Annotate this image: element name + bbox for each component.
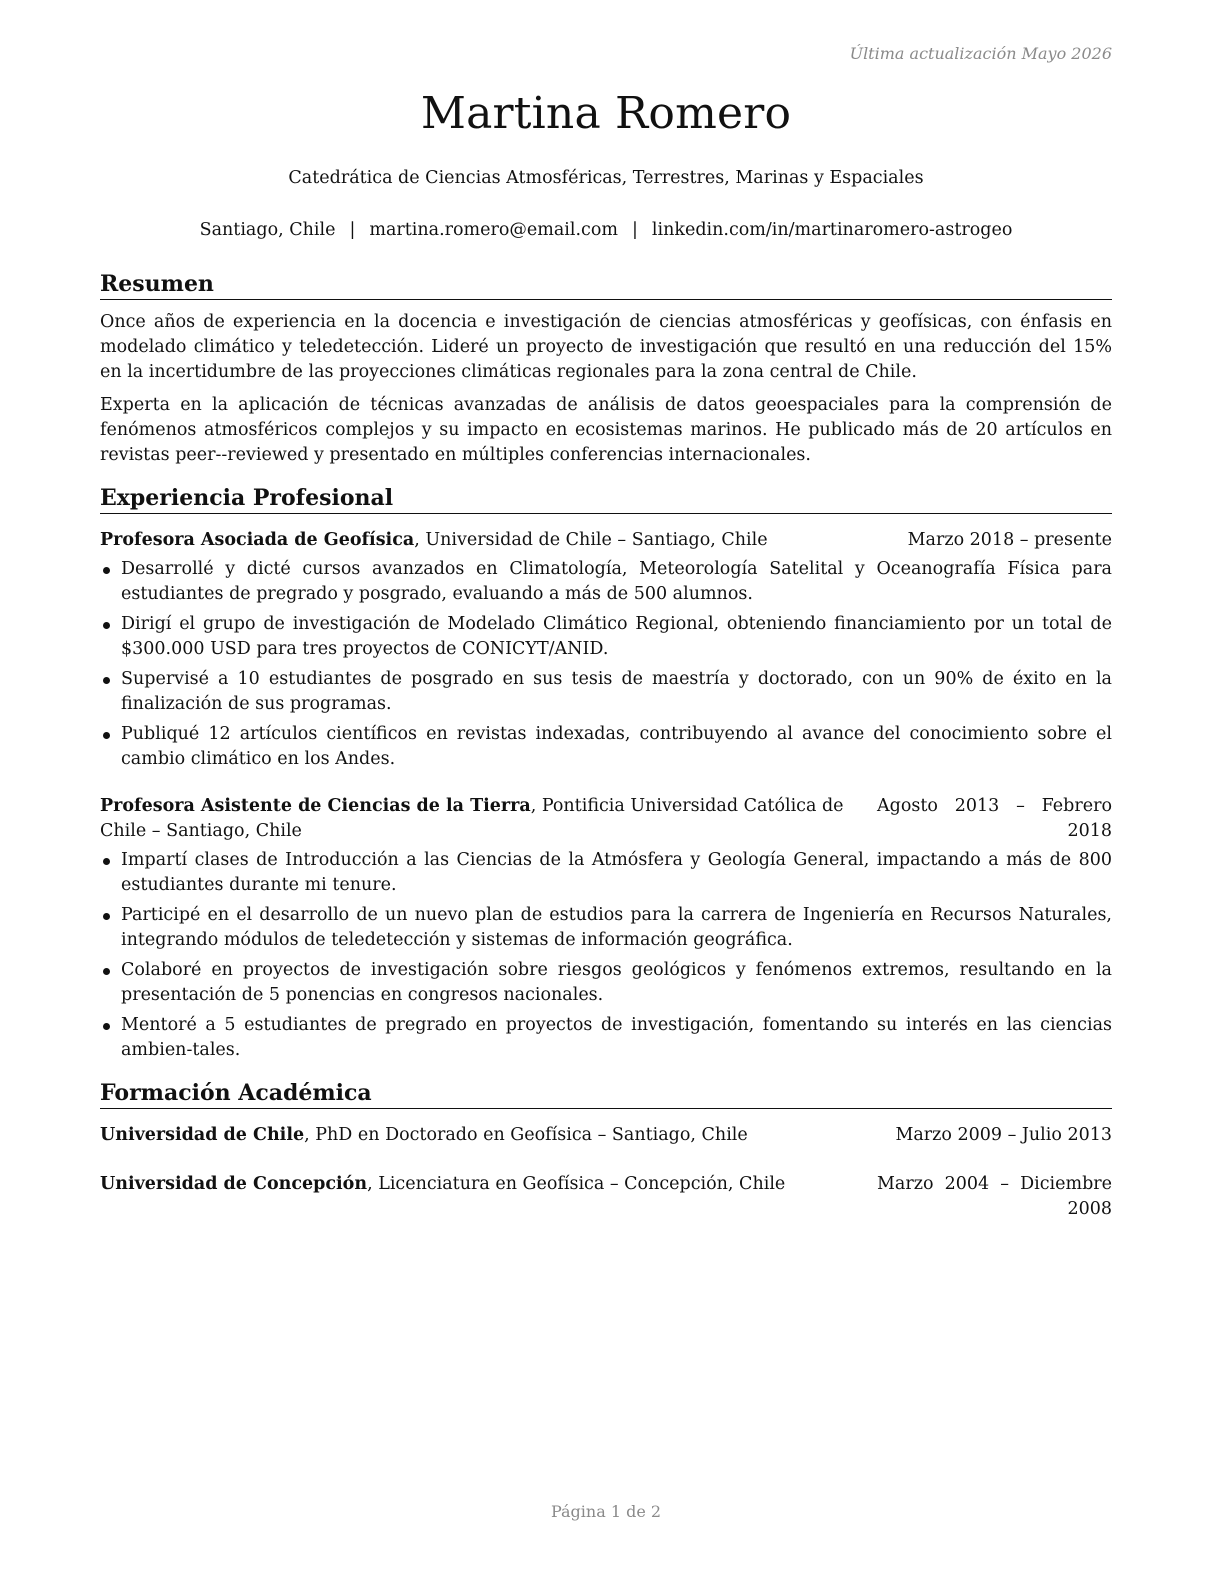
job-header	[100, 528, 1112, 553]
list-item	[100, 903, 1112, 953]
education-degree: , Licenciatura en Geofísica – Concepción, Chile	[367, 1174, 786, 1194]
education-degree: , PhD en Doctorado en Geofísica – Santiago, Chile	[304, 1125, 748, 1145]
bullet-icon	[103, 677, 110, 684]
education-entry	[100, 1123, 1112, 1148]
section-heading-summary: Resumen	[100, 270, 1112, 300]
list-item	[100, 557, 1112, 607]
job-role: Profesora Asistente de Ciencias de la Tierra	[100, 796, 531, 816]
job-entry	[100, 794, 1112, 1063]
list-item	[100, 848, 1112, 898]
education-section	[100, 1079, 1112, 1222]
bullet-text: Mentoré a 5 estudiantes de pregrado en proyectos de investigación, fomentando su interés en las ciencias ambien-tales.	[121, 1015, 1112, 1060]
job-heading	[100, 794, 869, 844]
job-org: , Universidad de Chile – Santiago, Chile	[414, 530, 768, 550]
education-dates: Marzo 2009 – Julio 2013	[895, 1125, 1112, 1145]
summary-section	[100, 270, 1112, 468]
list-item	[100, 612, 1112, 662]
summary-paragraph: Once años de experiencia en la docencia e investigación de ciencias atmosféricas y geofísicas, con énfasis en modelado climático y teledetección. Lideré un proyecto de investigación que resultó en una reducción del 15% en la incertidumbre de las proyecciones climáticas regionales para la zona central de Chile.	[100, 312, 1112, 382]
job-org: , Pontificia Universidad Católica de Chile – Santiago, Chile	[100, 796, 844, 841]
bullet-text: Participé en el desarrollo de un nuevo plan de estudios para la carrera de Ingeniería en Recursos Naturales, integrando módulos de teledetección y sistemas de información geográfica.	[121, 905, 1112, 950]
job-role: Profesora Asociada de Geofísica	[100, 530, 415, 550]
job-bullets	[100, 557, 1112, 772]
bullet-icon	[103, 1023, 110, 1030]
bullet-icon	[103, 913, 110, 920]
bullet-text: Impartí clases de Introducción a las Ciencias de la Atmósfera y Geología General, impactando a más de 800 estudiantes durante mi tenure.	[121, 850, 1112, 895]
experience-section	[100, 484, 1112, 1063]
education-heading	[100, 1172, 869, 1197]
page-number: Página 1 de 2	[550, 1502, 662, 1521]
section-heading-education: Formación Académica	[100, 1079, 1112, 1109]
contact-line	[0, 220, 1212, 240]
contact-location: Santiago, Chile	[199, 220, 336, 240]
resume-body	[100, 270, 1112, 1222]
contact-separator: |	[631, 220, 638, 240]
bullet-text: Dirigí el grupo de investigación de Modelado Climático Regional, obteniendo financiamiento por un total de $300.000 USD para tres proyectos de CONICYT/ANID.	[121, 614, 1112, 659]
bullet-icon	[103, 968, 110, 975]
list-item	[100, 958, 1112, 1008]
list-item	[100, 1013, 1112, 1063]
list-item	[100, 667, 1112, 717]
section-heading-experience: Experiencia Profesional	[100, 484, 1112, 514]
contact-email[interactable]: martina.romero@email.com	[369, 220, 618, 240]
candidate-name: Martina Romero	[420, 88, 792, 139]
education-dates: Marzo 2004 – Diciembre 2008	[877, 1174, 1112, 1219]
candidate-title: Catedrática de Ciencias Atmosféricas, Terrestres, Marinas y Espaciales	[288, 168, 924, 188]
list-item	[100, 722, 1112, 772]
summary-paragraph: Experta en la aplicación de técnicas avanzadas de análisis de datos geoespaciales para la comprensión de fenómenos atmosféricos complejos y su impacto en ecosistemas marinos. He publicado más de 20 artículos en revistas peer--reviewed y presentado en múltiples conferencias internacionales.	[100, 395, 1112, 465]
bullet-icon	[103, 858, 110, 865]
education-heading	[100, 1123, 887, 1148]
contact-linkedin[interactable]: linkedin.com/in/martinaromero-astrogeo	[651, 220, 1013, 240]
bullet-text: Publiqué 12 artículos científicos en revistas indexadas, contribuyendo al avance del conocimiento sobre el cambio climático en los Andes.	[121, 724, 1112, 769]
job-entry	[100, 528, 1112, 772]
job-header	[100, 794, 1112, 844]
bullet-icon	[103, 567, 110, 574]
last-updated: Última actualización Mayo 2026	[849, 44, 1112, 63]
job-heading	[100, 528, 900, 553]
education-school: Universidad de Chile	[100, 1125, 305, 1145]
education-entry	[100, 1172, 1112, 1222]
bullet-icon	[103, 732, 110, 739]
job-bullets	[100, 848, 1112, 1063]
bullet-text: Colaboré en proyectos de investigación sobre riesgos geológicos y fenómenos extremos, resultando en la presentación de 5 ponencias en congresos nacionales.	[121, 960, 1112, 1005]
education-school: Universidad de Concepción	[100, 1174, 368, 1194]
job-dates: Marzo 2018 – presente	[907, 530, 1112, 550]
bullet-text: Supervisé a 10 estudiantes de posgrado en sus tesis de maestría y doctorado, con un 90% de éxito en la finalización de sus programas.	[121, 669, 1112, 714]
bullet-text: Desarrollé y dicté cursos avanzados en Climatología, Meteorología Satelital y Oceanografía Física para estudiantes de pregrado y posgrado, evaluando a más de 500 alumnos.	[121, 559, 1112, 604]
bullet-icon	[103, 622, 110, 629]
contact-separator: |	[349, 220, 356, 240]
job-dates: Agosto 2013 – Febrero 2018	[877, 796, 1112, 841]
